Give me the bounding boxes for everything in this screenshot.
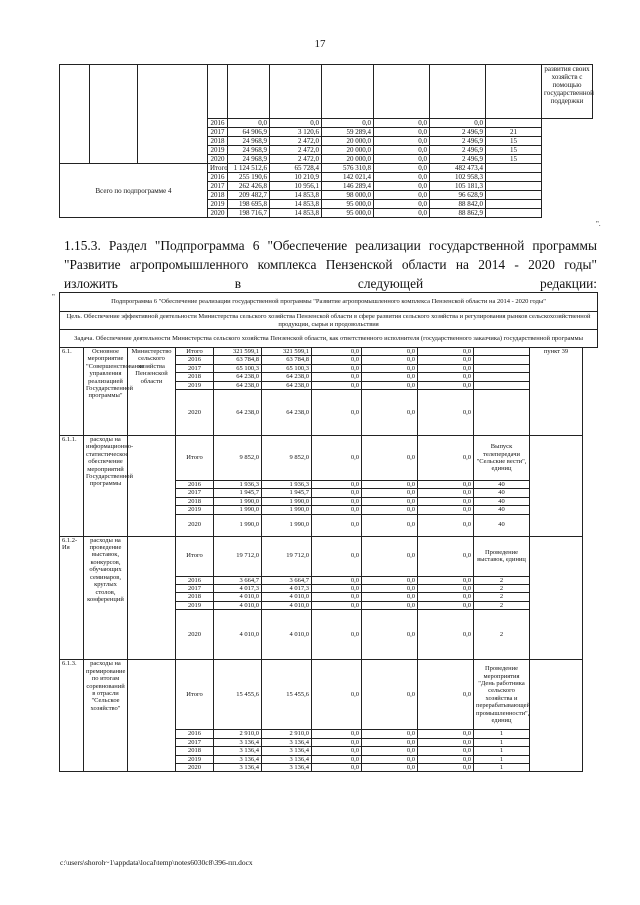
task-text: Задача. Обеспечение деятельности Министерства сельского хозяйства Пензенской области, как ответственного исполнителя (государственного заказчика) государственной программы: [60, 330, 598, 348]
value-cell: 2 910,0: [214, 730, 262, 738]
value-cell: 20 000,0: [322, 137, 374, 146]
value-cell: 3 136,4: [262, 755, 312, 763]
value-cell: 1 990,0: [262, 497, 312, 505]
value-cell: 0,0: [362, 610, 418, 660]
task-row: [60, 330, 598, 348]
indicator-cell: Проведение мероприятия "День работника сельского хозяйства и перерабатывающей промышленности", единиц: [474, 660, 530, 730]
value-cell: 0,0: [374, 128, 430, 137]
value-cell: 0,0: [312, 364, 362, 372]
executor: [128, 536, 176, 660]
value-cell: 0,0: [270, 119, 322, 128]
value-cell: 0,0: [312, 489, 362, 497]
year-cell: 2019: [176, 381, 214, 389]
indicator-cell: 21: [486, 128, 542, 137]
value-cell: 98 000,0: [322, 191, 374, 200]
year-cell: 2016: [208, 119, 228, 128]
value-cell: 0,0: [312, 481, 362, 489]
subprogram-4-table-tail: [59, 64, 593, 218]
value-cell: 0,0: [362, 585, 418, 593]
empty-cell: [486, 65, 542, 119]
value-cell: 0,0: [312, 348, 362, 356]
value-cell: 0,0: [418, 497, 474, 505]
value-cell: 0,0: [374, 137, 430, 146]
year-cell: Итого: [176, 348, 214, 356]
value-cell: 262 426,8: [228, 182, 270, 191]
empty-cell: [90, 65, 138, 164]
note-cell: [530, 536, 583, 660]
indicator-cell: 40: [474, 514, 530, 536]
value-cell: 0,0: [362, 730, 418, 738]
empty-cell: [486, 173, 542, 182]
value-cell: 0,0: [418, 738, 474, 746]
value-cell: 0,0: [362, 481, 418, 489]
value-cell: 0,0: [418, 755, 474, 763]
year-cell: 2018: [176, 497, 214, 505]
indicator-cell: Выпуск телепередачи "Сельские вести", единиц: [474, 436, 530, 481]
indicator-cell: 1: [474, 763, 530, 771]
value-cell: 0,0: [312, 436, 362, 481]
value-cell: 0,0: [362, 436, 418, 481]
year-cell: 2016: [208, 173, 228, 182]
year-cell: 2016: [176, 481, 214, 489]
value-cell: 0,0: [430, 119, 486, 128]
value-cell: 0,0: [418, 593, 474, 601]
value-cell: 0,0: [418, 390, 474, 436]
value-cell: 4 010,0: [262, 601, 312, 609]
total-row: [60, 164, 593, 173]
indicator-cell: [474, 373, 530, 381]
value-cell: 0,0: [312, 747, 362, 755]
value-cell: 0,0: [374, 173, 430, 182]
value-cell: 20 000,0: [322, 146, 374, 155]
value-cell: 95 000,0: [322, 200, 374, 209]
value-cell: 2 472,0: [270, 146, 322, 155]
value-cell: 1 990,0: [262, 506, 312, 514]
indicator-cell: [474, 364, 530, 372]
indicator-cell: 2: [474, 610, 530, 660]
value-cell: 88 862,9: [430, 209, 486, 218]
value-cell: 0,0: [418, 610, 474, 660]
value-cell: 0,0: [418, 506, 474, 514]
item-number: 6.1.: [60, 348, 84, 436]
value-cell: 146 289,4: [322, 182, 374, 191]
value-cell: 4 010,0: [262, 610, 312, 660]
empty-cell: [60, 65, 90, 164]
year-cell: 2017: [176, 364, 214, 372]
value-cell: 10 210,9: [270, 173, 322, 182]
empty-cell: [138, 65, 208, 164]
value-cell: 0,0: [374, 119, 430, 128]
value-cell: 321 599,1: [214, 348, 262, 356]
value-cell: 0,0: [418, 489, 474, 497]
value-cell: 0,0: [362, 506, 418, 514]
value-cell: 255 190,6: [228, 173, 270, 182]
value-cell: 105 181,3: [430, 182, 486, 191]
value-cell: 3 120,6: [270, 128, 322, 137]
value-cell: 24 968,9: [228, 137, 270, 146]
indicator-note: развития своих хозяйств с помощью государственной поддержки: [542, 65, 593, 119]
executor: [128, 436, 176, 537]
value-cell: 0,0: [362, 747, 418, 755]
value-cell: 0,0: [418, 763, 474, 771]
value-cell: 0,0: [374, 191, 430, 200]
value-cell: 0,0: [312, 593, 362, 601]
value-cell: 576 310,8: [322, 164, 374, 173]
indicator-cell: 15: [486, 155, 542, 164]
value-cell: 0,0: [418, 601, 474, 609]
value-cell: 3 664,7: [214, 576, 262, 584]
value-cell: 64 238,0: [214, 373, 262, 381]
year-cell: 2017: [208, 128, 228, 137]
indicator-cell: 1: [474, 730, 530, 738]
value-cell: 0,0: [418, 747, 474, 755]
year-cell: 2020: [176, 763, 214, 771]
value-cell: 0,0: [312, 585, 362, 593]
year-cell: Итого: [176, 660, 214, 730]
value-cell: 0,0: [418, 381, 474, 389]
subprogram-title: Подпрограмма 6 "Обеспечение реализации государственной программы "Развитие агропромышленного комплекса Пензенской области на 2014 - 2020 годы": [60, 293, 598, 312]
value-cell: 0,0: [418, 585, 474, 593]
empty-cell: [270, 65, 322, 119]
value-cell: 3 136,4: [262, 747, 312, 755]
value-cell: 0,0: [418, 576, 474, 584]
table-row: [60, 65, 593, 119]
indicator-cell: [474, 348, 530, 356]
value-cell: 3 136,4: [214, 738, 262, 746]
value-cell: 4 010,0: [262, 593, 312, 601]
note-cell: [530, 436, 583, 537]
value-cell: 0,0: [312, 390, 362, 436]
indicator-cell: [474, 356, 530, 364]
value-cell: 0,0: [312, 514, 362, 536]
year-cell: Итого: [208, 164, 228, 173]
value-cell: 64 238,0: [262, 381, 312, 389]
value-cell: 0,0: [312, 755, 362, 763]
value-cell: 4 010,0: [214, 593, 262, 601]
value-cell: 0,0: [374, 155, 430, 164]
value-cell: 19 712,0: [214, 536, 262, 576]
item-name: расходы на премирование по итогам соревнований в отрасли "Сельское хозяйство": [84, 660, 128, 772]
empty-cell: [322, 65, 374, 119]
value-cell: 198 716,7: [228, 209, 270, 218]
value-cell: 64 238,0: [214, 381, 262, 389]
value-cell: 14 853,8: [270, 209, 322, 218]
value-cell: 2 496,9: [430, 155, 486, 164]
value-cell: 0,0: [362, 755, 418, 763]
subprogram-6-table: [59, 292, 598, 772]
note-cell: пункт 39: [530, 348, 583, 436]
item-name: Основное мероприятие "Совершенствование управления реализацией Государственной программы": [84, 348, 128, 436]
year-cell: 2019: [176, 601, 214, 609]
year-cell: 2017: [176, 738, 214, 746]
year-cell: 2018: [176, 747, 214, 755]
note-cell: [530, 660, 583, 772]
value-cell: 3 136,4: [262, 763, 312, 771]
value-cell: 102 958,3: [430, 173, 486, 182]
value-cell: 0,0: [362, 660, 418, 730]
value-cell: 0,0: [312, 373, 362, 381]
value-cell: 65 728,4: [270, 164, 322, 173]
value-cell: 20 000,0: [322, 155, 374, 164]
year-cell: 2019: [176, 755, 214, 763]
value-cell: 0,0: [312, 356, 362, 364]
executor: [128, 660, 176, 772]
value-cell: 0,0: [418, 481, 474, 489]
value-cell: 0,0: [312, 576, 362, 584]
value-cell: 4 017,3: [214, 585, 262, 593]
value-cell: 0,0: [418, 348, 474, 356]
value-cell: 0,0: [418, 436, 474, 481]
value-cell: 3 664,7: [262, 576, 312, 584]
value-cell: 15 455,6: [262, 660, 312, 730]
value-cell: 0,0: [312, 506, 362, 514]
table-row: [60, 536, 598, 576]
value-cell: 321 599,1: [262, 348, 312, 356]
year-cell: 2016: [176, 576, 214, 584]
value-cell: 0,0: [312, 763, 362, 771]
value-cell: 0,0: [362, 381, 418, 389]
value-cell: 64 238,0: [262, 373, 312, 381]
value-cell: 1 990,0: [262, 514, 312, 536]
value-cell: 1 945,7: [214, 489, 262, 497]
value-cell: 2 496,9: [430, 137, 486, 146]
value-cell: 24 968,9: [228, 146, 270, 155]
value-cell: 0,0: [362, 514, 418, 536]
value-cell: 482 473,4: [430, 164, 486, 173]
year-cell: 2020: [208, 155, 228, 164]
indicator-cell: 2: [474, 576, 530, 584]
section-heading: 1.15.3. Раздел "Подпрограмма 6 "Обеспечение реализации государственной программы "Развитие агропромышленного комплекса Пензенской области на 2014 - 2020 годы" изложить в следующей редакции:: [64, 238, 597, 291]
value-cell: 0,0: [362, 601, 418, 609]
value-cell: 1 990,0: [214, 514, 262, 536]
value-cell: 9 852,0: [262, 436, 312, 481]
value-cell: 0,0: [312, 536, 362, 576]
indicator-cell: 2: [474, 585, 530, 593]
value-cell: 209 482,7: [228, 191, 270, 200]
year-cell: 2017: [208, 182, 228, 191]
value-cell: 0,0: [312, 601, 362, 609]
value-cell: 0,0: [362, 763, 418, 771]
value-cell: 2 472,0: [270, 137, 322, 146]
year-cell: 2020: [176, 610, 214, 660]
value-cell: 0,0: [418, 373, 474, 381]
indicator-cell: 15: [486, 137, 542, 146]
value-cell: 1 936,3: [214, 481, 262, 489]
value-cell: 142 021,4: [322, 173, 374, 182]
goal-text: Цель. Обеспечение эффективной деятельности Министерства сельского хозяйства Пензенской области в сфере развития сельского хозяйства и регулирования рынков сельскохозяйственной продукции, сырья и продовольствия: [60, 312, 598, 330]
value-cell: 0,0: [418, 660, 474, 730]
value-cell: 0,0: [374, 146, 430, 155]
item-name: расходы на информационно-статистическое обеспечение мероприятий Государственной программы: [84, 436, 128, 537]
value-cell: 0,0: [228, 119, 270, 128]
value-cell: 0,0: [374, 209, 430, 218]
value-cell: 0,0: [374, 200, 430, 209]
indicator-cell: [486, 119, 542, 128]
value-cell: 95 000,0: [322, 209, 374, 218]
year-cell: 2016: [176, 730, 214, 738]
value-cell: 0,0: [362, 390, 418, 436]
value-cell: 3 136,4: [262, 738, 312, 746]
year-cell: Итого: [176, 436, 214, 481]
item-number: 6.1.3.: [60, 660, 84, 772]
value-cell: 65 100,3: [214, 364, 262, 372]
value-cell: 2 910,0: [262, 730, 312, 738]
value-cell: 0,0: [362, 348, 418, 356]
value-cell: 0,0: [362, 364, 418, 372]
year-cell: 2018: [176, 593, 214, 601]
item-name: расходы на проведение выставок, конкурсов, обучающих семинаров, круглых столов, конференций: [84, 536, 128, 660]
indicator-cell: 2: [474, 593, 530, 601]
year-cell: 2020: [208, 209, 228, 218]
value-cell: 2 472,0: [270, 155, 322, 164]
value-cell: 1 945,7: [262, 489, 312, 497]
value-cell: 65 100,3: [262, 364, 312, 372]
value-cell: 0,0: [362, 497, 418, 505]
goal-row: [60, 312, 598, 330]
value-cell: 63 784,8: [262, 356, 312, 364]
year-cell: 2019: [176, 506, 214, 514]
value-cell: 96 628,9: [430, 191, 486, 200]
value-cell: 63 784,8: [214, 356, 262, 364]
value-cell: 24 968,9: [228, 155, 270, 164]
empty-cell: [208, 65, 228, 119]
closing-quote-mark: ".: [596, 220, 601, 228]
indicator-cell: 1: [474, 738, 530, 746]
empty-cell: [374, 65, 430, 119]
value-cell: 0,0: [362, 593, 418, 601]
indicator-cell: [474, 390, 530, 436]
value-cell: 2 496,9: [430, 146, 486, 155]
value-cell: 0,0: [418, 730, 474, 738]
value-cell: 64 906,9: [228, 128, 270, 137]
value-cell: 0,0: [362, 536, 418, 576]
value-cell: 0,0: [312, 610, 362, 660]
year-cell: 2017: [176, 489, 214, 497]
value-cell: 4 010,0: [214, 601, 262, 609]
year-cell: 2017: [176, 585, 214, 593]
indicator-cell: 2: [474, 601, 530, 609]
value-cell: 1 124 512,6: [228, 164, 270, 173]
value-cell: 59 289,4: [322, 128, 374, 137]
value-cell: 9 852,0: [214, 436, 262, 481]
empty-cell: [486, 164, 542, 173]
value-cell: 0,0: [362, 489, 418, 497]
year-cell: 2019: [208, 200, 228, 209]
opening-quote-mark: ": [52, 293, 55, 301]
value-cell: 0,0: [418, 514, 474, 536]
value-cell: 0,0: [374, 164, 430, 173]
empty-cell: [486, 200, 542, 209]
empty-cell: [486, 182, 542, 191]
file-path-footer: c:\users\shoroh~1\appdata\local\temp\notes6030c8\396-пп.docx: [60, 858, 253, 867]
value-cell: 88 842,0: [430, 200, 486, 209]
value-cell: 0,0: [322, 119, 374, 128]
empty-cell: [430, 65, 486, 119]
value-cell: 15 455,6: [214, 660, 262, 730]
indicator-cell: 40: [474, 506, 530, 514]
table-row: [60, 436, 598, 481]
indicator-cell: 15: [486, 146, 542, 155]
indicator-cell: 1: [474, 747, 530, 755]
value-cell: 14 853,8: [270, 200, 322, 209]
value-cell: 3 136,4: [214, 763, 262, 771]
value-cell: 19 712,0: [262, 536, 312, 576]
subprogram-title-row: [60, 293, 598, 312]
empty-cell: [486, 191, 542, 200]
year-cell: 2020: [176, 390, 214, 436]
empty-cell: [228, 65, 270, 119]
value-cell: 4 017,3: [262, 585, 312, 593]
value-cell: 1 990,0: [214, 506, 262, 514]
table-row: [60, 348, 598, 356]
year-cell: 2018: [176, 373, 214, 381]
year-cell: 2019: [208, 146, 228, 155]
page-number: 17: [314, 38, 326, 50]
value-cell: 1 936,3: [262, 481, 312, 489]
executor: Министерство сельского хозяйства Пензенской области: [128, 348, 176, 436]
value-cell: 0,0: [312, 660, 362, 730]
value-cell: 0,0: [374, 182, 430, 191]
table-row: [60, 660, 598, 730]
value-cell: 2 496,9: [430, 128, 486, 137]
value-cell: 14 853,8: [270, 191, 322, 200]
value-cell: 0,0: [362, 738, 418, 746]
year-cell: 2020: [176, 514, 214, 536]
value-cell: 1 990,0: [214, 497, 262, 505]
value-cell: 0,0: [312, 497, 362, 505]
item-number: 6.1.2-Ия: [60, 536, 84, 660]
value-cell: 4 010,0: [214, 610, 262, 660]
year-cell: Итого: [176, 536, 214, 576]
value-cell: 0,0: [312, 738, 362, 746]
value-cell: 0,0: [312, 730, 362, 738]
value-cell: 3 136,4: [214, 747, 262, 755]
item-number: 6.1.1.: [60, 436, 84, 537]
value-cell: 64 238,0: [214, 390, 262, 436]
year-cell: 2016: [176, 356, 214, 364]
value-cell: 0,0: [418, 364, 474, 372]
value-cell: 0,0: [418, 356, 474, 364]
indicator-cell: Проведение выставок, единиц: [474, 536, 530, 576]
indicator-cell: 1: [474, 755, 530, 763]
indicator-cell: 40: [474, 481, 530, 489]
year-cell: 2018: [208, 137, 228, 146]
total-label: Всего по подпрограмме 4: [60, 164, 208, 218]
value-cell: 10 956,1: [270, 182, 322, 191]
value-cell: 0,0: [312, 381, 362, 389]
value-cell: 0,0: [362, 356, 418, 364]
year-cell: 2018: [208, 191, 228, 200]
indicator-cell: 40: [474, 497, 530, 505]
empty-cell: [486, 209, 542, 218]
value-cell: 0,0: [362, 373, 418, 381]
value-cell: 3 136,4: [214, 755, 262, 763]
value-cell: 198 695,8: [228, 200, 270, 209]
value-cell: 0,0: [418, 536, 474, 576]
indicator-cell: [474, 381, 530, 389]
value-cell: 0,0: [362, 576, 418, 584]
value-cell: 64 238,0: [262, 390, 312, 436]
indicator-cell: 40: [474, 489, 530, 497]
